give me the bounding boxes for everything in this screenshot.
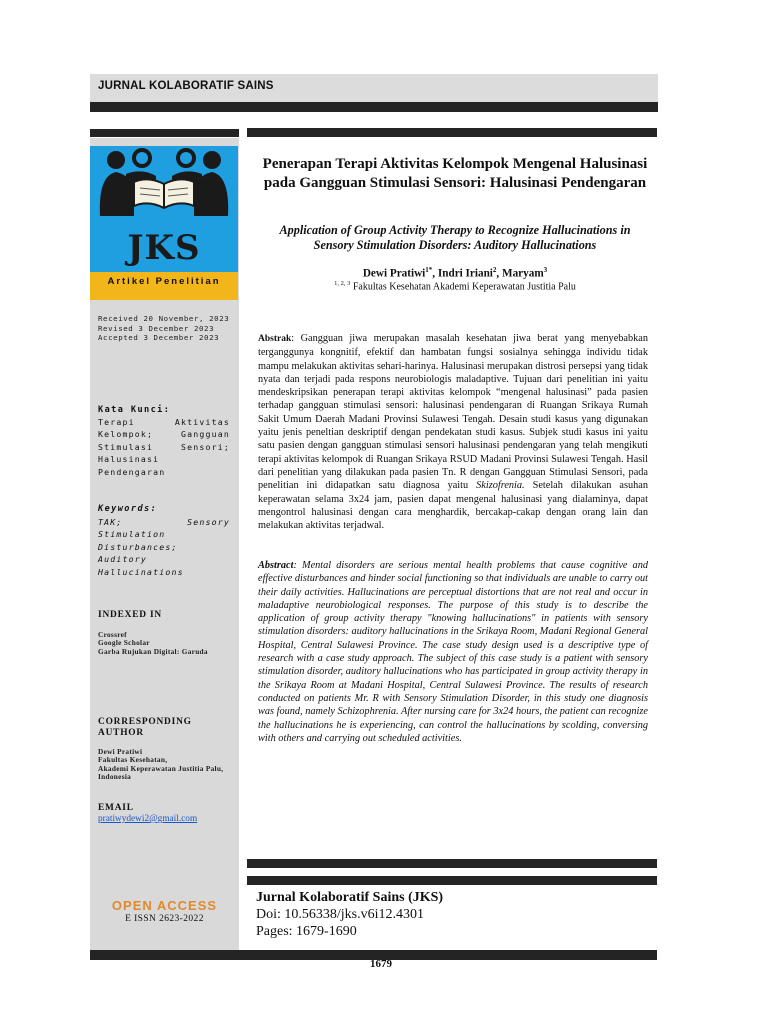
journal-logo [90, 146, 238, 272]
abstrak-paragraph [258, 332, 648, 532]
main-top-bar [247, 128, 657, 137]
revised-date: Revised 3 December 2023 [98, 323, 215, 333]
email-link[interactable]: pratiwydewi2@gmail.com [98, 814, 198, 824]
email-heading: EMAIL [98, 803, 134, 813]
indexed-item: Crossref [98, 630, 127, 639]
corresponding-affiliation: Fakultas Kesehatan, [98, 755, 168, 765]
journal-header-title: JURNAL KOLABORATIF SAINS [98, 80, 274, 92]
article-type-banner [90, 272, 238, 300]
corresponding-details [98, 748, 228, 782]
indexed-item: Garba Rujukan Digital: Garuda [98, 646, 208, 656]
abstrak-label: Abstrak [258, 334, 292, 344]
footer-second-bar [247, 876, 657, 885]
affiliation [262, 280, 648, 292]
accepted-date: Accepted 3 December 2023 [98, 333, 220, 342]
abstrak-text: : Gangguan jiwa merupakan masalah kesehatan jiwa berat yang menyebabkan terganggunya kongnitif, efektif dan hambatan fungsi sosialnya sehingga individu tidak mampu melakukan aktivitas sehari-harinya. Halusinasi merupakan distrosi persepsi yang tidak nyata dan terjadi pada respons neurobiologis maladaptive. Tujuan dari penelitian ini yaitu mendeskripsikan penerapan terapi aktivitas kelompok “mengenal halusinasi” pada pasien terhadap gangguan stimulasi sensori: halusinasi pendengaran di Ruangan Srikaya Rumah Sakit Umum Daerah Madani Provinsi Sulawesi Tengah. Desain studi kasus yang digunakan yaitu jenis peneltian deskriptif dengan pendekatan studi kasus. Subjek studi kasus ini yaitu satu pasien dengan gangguan stimulasi sensori halusinasi pendengaran yang telah mengikuti terapi aktivitas kelompok di Ruangan Srikaya RSUD Madani Provinsi Sulawesi Tengah. Hasil dari penelitian yang dilakukan pada pasien Tn. R dengan Gangguan Stimulasi Sensori, pada penelitian ini didapatkan satu diagnosa yaitu [258, 333, 648, 492]
header-divider [90, 102, 658, 112]
footer-doi[interactable]: Doi: 10.56338/jks.v6i12.4301 [256, 907, 425, 922]
article-title-english: Application of Group Activity Therapy to Recognize Hallucinations in Sensory Stimulation Disorders: Auditory Hallucinations [279, 223, 631, 252]
footer-journal-name: Jurnal Kolaboratif Sains (JKS) [256, 890, 444, 905]
article-dates [98, 314, 236, 343]
indexed-heading: INDEXED IN [98, 610, 162, 620]
author-list: Dewi Pratiwi$^{1*}$, Indri Iriani$^2$, Maryam$^3$ [362, 266, 548, 280]
footer-top-bar [247, 859, 657, 868]
abstract-text: : Mental disorders are serious mental health problems that cause cognitive and effective disturbances and hinder social functioning so that individuals are unable to carry out their daily activities. Hallucinations are perceptual distortions that are not real and occur in maladaptive neurobiological responses. The purpose of this study is to describe the application of group activity therapy "knowing hallucinations" in patients with sensory stimulation disorders: auditory hallucinations in the Srikaya Room, Madani Regional General Hospital, Central Sulawesi Province. The case study design used is a descriptive type of research with a case study approach. The subject of this case study is a patient with sensory stimulation disorder, auditory hallucinations who has participated in group activity therapy in the Srikaya Room at Madani Hospital, Central Sulawesi Province. The results of research conducted on patients Mr. R with Sensory Stimulation Disorder, in this study one diagnosis was found, namely Schizophrenia. After nursing care for 3x24 hours, the patient can recognize the hallucinations he is experiencing, can control the hallucinations by scolding, conversing with others and carrying out scheduled activities. [258, 560, 648, 744]
article-title: Penerapan Terapi Aktivitas Kelompok Mengenal Halusinasi pada Gangguan Stimulasi Sensori: Halusinasi Pendengaran [262, 156, 648, 191]
open-access-label: OPEN ACCESS [111, 898, 218, 913]
abstract-label: Abstract [258, 560, 294, 571]
affiliation-text: Fakultas Kesehatan Akademi Keperawatan Justitia Palu [352, 281, 576, 293]
kata-kunci-text: Terapi Aktivitas Kelompok; Gangguan Stimulasi Sensori; Halusinasi Pendengaran [98, 417, 230, 477]
corresponding-name: Dewi Pratiwi [98, 747, 143, 756]
indexed-item: Google Scholar [98, 638, 150, 648]
abstract-paragraph [258, 559, 648, 745]
article-type-label: Artikel Penelitian [107, 276, 221, 287]
received-date: Received 20 November, 2023 [98, 314, 230, 323]
indexed-list [98, 631, 236, 656]
keywords-heading: Keywords: [98, 504, 158, 514]
logo-acronym: JKS [127, 228, 201, 268]
corresponding-institution: Akademi Keperawatan Justitia Palu, [98, 763, 224, 773]
affiliation-markers: 1, 2, 3 [334, 280, 351, 287]
corresponding-country: Indonesia [98, 772, 132, 782]
keywords-text: TAK; Sensory Stimulation Disturbances; Auditory Hallucinations [98, 517, 230, 577]
footer-pages: Pages: 1679-1690 [256, 924, 357, 939]
kata-kunci-heading: Kata Kunci: [98, 405, 171, 415]
sidebar-top-bar [90, 129, 239, 137]
issn-label: E ISSN 2623-2022 [125, 914, 204, 924]
abstrak-italic-term: Skizofrenia. [476, 480, 525, 492]
page-number: 1679 [370, 958, 392, 970]
abstrak-text-end: Setelah dilakukan asuhan keperawatan selama 3x24 jam, pasien dapat mengenal halusinasi yang dialaminya, dapat mengontrol halusinasi dengan cara menghardik, bercakap-cakap dengan orang lain dan melakukan aktivitas terjadwal. [258, 480, 648, 532]
corresponding-heading: CORRESPONDING AUTHOR [98, 717, 192, 738]
